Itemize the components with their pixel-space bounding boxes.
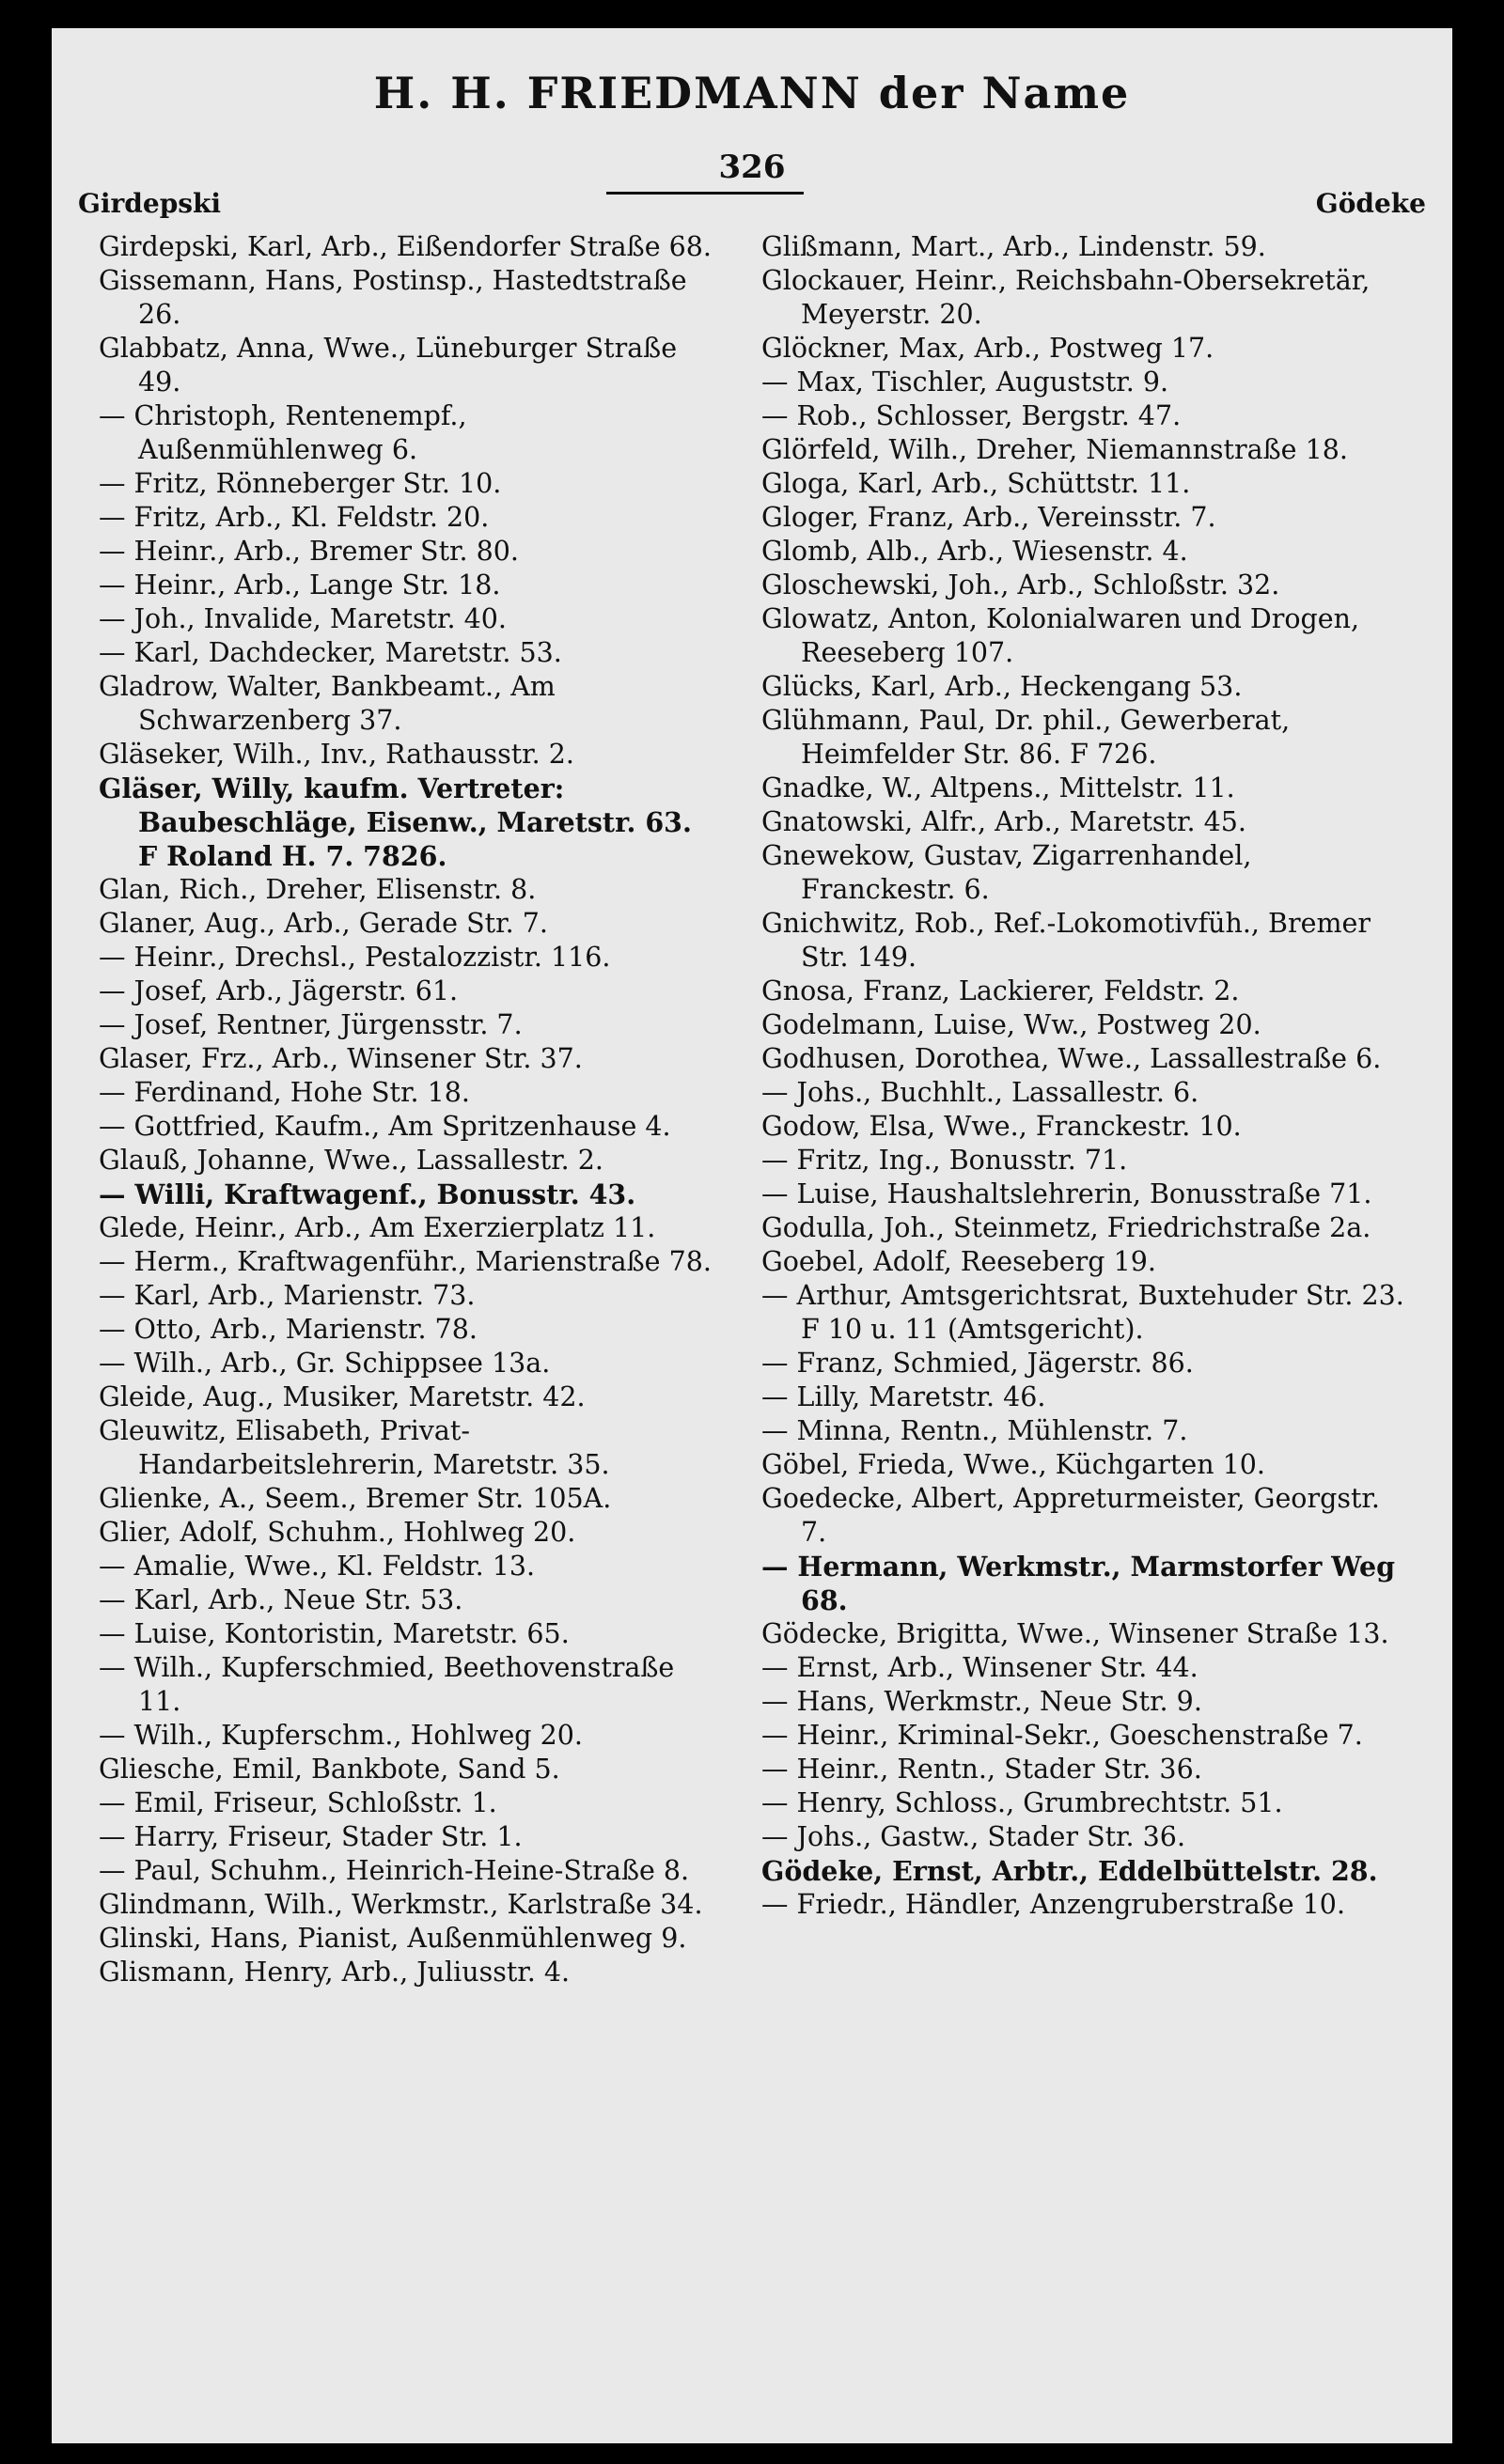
- directory-entry: — Heinr., Drechsl., Pestalozzistr. 116.: [99, 942, 611, 973]
- directory-entry: — Karl, Arb., Neue Str. 53.: [99, 1584, 463, 1615]
- directory-entry: — Fritz, Rönneberger Str. 10.: [99, 468, 502, 499]
- directory-entry: — Friedr., Händler, Anzengruberstraße 10.: [761, 1889, 1346, 1920]
- directory-page: [52, 28, 1452, 2443]
- directory-entry: — Ernst, Arb., Winsener Str. 44.: [761, 1652, 1198, 1683]
- directory-entry: Glomb, Alb., Arb., Wiesenstr. 4.: [761, 536, 1188, 567]
- directory-entry: Goedecke, Albert, Appreturmeister, Georgstr. 7.: [761, 1483, 1380, 1548]
- directory-entry: Godow, Elsa, Wwe., Franckestr. 10.: [761, 1111, 1242, 1142]
- directory-entry: — Joh., Invalide, Maretstr. 40.: [99, 603, 507, 634]
- directory-entry: Gleide, Aug., Musiker, Maretstr. 42.: [99, 1381, 586, 1412]
- left-column: [99, 230, 719, 1989]
- directory-entry: Gloga, Karl, Arb., Schüttstr. 11.: [761, 468, 1191, 499]
- directory-entry: — Wilh., Arb., Gr. Schippsee 13a.: [99, 1348, 551, 1379]
- directory-entry: — Harry, Friseur, Stader Str. 1.: [99, 1821, 523, 1852]
- directory-entry: — Karl, Dachdecker, Maretstr. 53.: [99, 637, 562, 668]
- directory-entry: — Emil, Friseur, Schloßstr. 1.: [99, 1787, 497, 1818]
- directory-entry: Gliesche, Emil, Bankbote, Sand 5.: [99, 1754, 560, 1785]
- advert-banner: H. H. FRIEDMANN der Name: [373, 68, 1131, 118]
- directory-entry: Glücks, Karl, Arb., Heckengang 53.: [761, 671, 1243, 702]
- directory-entry: — Luise, Kontoristin, Maretstr. 65.: [99, 1618, 570, 1649]
- directory-entry: — Ferdinand, Hohe Str. 18.: [99, 1077, 470, 1108]
- directory-entry: Glühmann, Paul, Dr. phil., Gewerberat, Heimfelder Str. 86. F 726.: [761, 705, 1291, 770]
- directory-entry: Glienke, A., Seem., Bremer Str. 105A.: [99, 1483, 612, 1514]
- page-number-rule: [606, 192, 804, 195]
- directory-entry: Godelmann, Luise, Ww., Postweg 20.: [761, 1009, 1261, 1040]
- directory-entry: Glaser, Frz., Arb., Winsener Str. 37.: [99, 1043, 583, 1074]
- directory-entry: Glißmann, Mart., Arb., Lindenstr. 59.: [761, 231, 1266, 262]
- directory-entry: — Max, Tischler, Auguststr. 9.: [761, 366, 1169, 398]
- directory-entry: — Amalie, Wwe., Kl. Feldstr. 13.: [99, 1551, 536, 1582]
- directory-entry: — Johs., Gastw., Stader Str. 36.: [761, 1821, 1186, 1852]
- directory-entry: Gloger, Franz, Arb., Vereinsstr. 7.: [761, 502, 1216, 533]
- directory-entry: — Hermann, Werkmstr., Marmstorfer Weg 68.: [761, 1551, 1396, 1616]
- directory-entry: — Hans, Werkmstr., Neue Str. 9.: [761, 1686, 1202, 1717]
- directory-entry: Glier, Adolf, Schuhm., Hohlweg 20.: [99, 1517, 576, 1548]
- directory-entry: — Karl, Arb., Marienstr. 73.: [99, 1280, 476, 1311]
- directory-entry: Glabbatz, Anna, Wwe., Lüneburger Straße 49.: [99, 333, 678, 398]
- directory-entry: — Otto, Arb., Marienstr. 78.: [99, 1314, 478, 1345]
- directory-entry: Gissemann, Hans, Postinsp., Hastedtstraße 26.: [99, 265, 687, 330]
- directory-entry: Godhusen, Dorothea, Wwe., Lassallestraße 6.: [761, 1043, 1382, 1074]
- directory-entry: Gödecke, Brigitta, Wwe., Winsener Straße 13.: [761, 1618, 1389, 1649]
- directory-entry: — Henry, Schloss., Grumbrechtstr. 51.: [761, 1787, 1283, 1818]
- directory-entry: Gnosa, Franz, Lackierer, Feldstr. 2.: [761, 975, 1240, 1006]
- directory-entry: Glindmann, Wilh., Werkmstr., Karlstraße 34.: [99, 1889, 703, 1920]
- directory-entry: — Lilly, Maretstr. 46.: [761, 1381, 1046, 1412]
- directory-entry: — Christoph, Rentenempf., Außenmühlenweg 6.: [99, 400, 467, 465]
- directory-entry: Glowatz, Anton, Kolonialwaren und Drogen, Reeseberg 107.: [761, 603, 1360, 668]
- running-head-left: Girdepski: [78, 188, 222, 219]
- directory-entry: Gloschewski, Joh., Arb., Schloßstr. 32.: [761, 569, 1280, 600]
- directory-entry: — Heinr., Kriminal-Sekr., Goeschenstraße 7.: [761, 1720, 1363, 1751]
- directory-entry: — Heinr., Arb., Bremer Str. 80.: [99, 536, 519, 567]
- directory-entry: — Fritz, Arb., Kl. Feldstr. 20.: [99, 502, 490, 533]
- directory-entry: — Wilh., Kupferschm., Hohlweg 20.: [99, 1720, 583, 1751]
- page-number: 326: [718, 148, 786, 186]
- right-column: [761, 230, 1410, 1922]
- directory-entry: Gläseker, Wilh., Inv., Rathausstr. 2.: [99, 739, 574, 770]
- directory-entry: Girdepski, Karl, Arb., Eißendorfer Straße 68.: [99, 231, 712, 262]
- directory-entry: Glan, Rich., Dreher, Elisenstr. 8.: [99, 874, 537, 905]
- directory-entry: — Franz, Schmied, Jägerstr. 86.: [761, 1348, 1194, 1379]
- directory-entry: — Josef, Rentner, Jürgensstr. 7.: [99, 1009, 523, 1040]
- directory-entry: — Josef, Arb., Jägerstr. 61.: [99, 975, 459, 1006]
- directory-entry: Gnadke, W., Altpens., Mittelstr. 11.: [761, 772, 1235, 803]
- directory-entry: — Minna, Rentn., Mühlenstr. 7.: [761, 1415, 1188, 1446]
- directory-entry: — Rob., Schlosser, Bergstr. 47.: [761, 400, 1182, 431]
- directory-entry: — Gottfried, Kaufm., Am Spritzenhause 4.: [99, 1111, 671, 1142]
- running-head-right: Gödeke: [1315, 188, 1426, 219]
- directory-entry: — Willi, Kraftwagenf., Bonusstr. 43.: [99, 1178, 636, 1210]
- directory-entry: — Paul, Schuhm., Heinrich-Heine-Straße 8.: [99, 1855, 690, 1886]
- directory-entry: Gnatowski, Alfr., Arb., Maretstr. 45.: [761, 806, 1246, 837]
- directory-entry: Gnewekow, Gustav, Zigarrenhandel, Franckestr. 6.: [761, 840, 1252, 905]
- directory-entry: — Arthur, Amtsgerichtsrat, Buxtehuder Str. 23. F 10 u. 11 (Amtsgericht).: [761, 1280, 1404, 1345]
- directory-entry: — Heinr., Arb., Lange Str. 18.: [99, 569, 501, 600]
- directory-entry: Gläser, Willy, kaufm. Vertreter: Baubeschläge, Eisenw., Maretstr. 63. F Roland H. 7. 7826.: [99, 772, 692, 872]
- directory-entry: Gladrow, Walter, Bankbeamt., Am Schwarzenberg 37.: [99, 671, 556, 736]
- directory-entry: Glede, Heinr., Arb., Am Exerzierplatz 11.: [99, 1212, 656, 1243]
- directory-entry: — Johs., Buchhlt., Lassallestr. 6.: [761, 1077, 1199, 1108]
- directory-entry: Glinski, Hans, Pianist, Außenmühlenweg 9.: [99, 1923, 687, 1954]
- directory-entry: Gnichwitz, Rob., Ref.-Lokomotivfüh., Bremer Str. 149.: [761, 908, 1371, 973]
- directory-entry: Glauß, Johanne, Wwe., Lassallestr. 2.: [99, 1145, 603, 1176]
- directory-entry: — Heinr., Rentn., Stader Str. 36.: [761, 1754, 1202, 1785]
- directory-entry: Glismann, Henry, Arb., Juliusstr. 4.: [99, 1957, 571, 1988]
- directory-entry: — Luise, Haushaltslehrerin, Bonusstraße 71.: [761, 1178, 1372, 1209]
- directory-entry: Gödeke, Ernst, Arbtr., Eddelbüttelstr. 28.: [761, 1855, 1378, 1887]
- directory-entry: Glörfeld, Wilh., Dreher, Niemannstraße 18.: [761, 434, 1348, 465]
- directory-entry: — Fritz, Ing., Bonusstr. 71.: [761, 1145, 1128, 1176]
- directory-entry: Godulla, Joh., Steinmetz, Friedrichstraße 2a.: [761, 1212, 1371, 1243]
- directory-entry: — Wilh., Kupferschmied, Beethovenstraße 11.: [99, 1652, 675, 1717]
- directory-entry: Göbel, Frieda, Wwe., Küchgarten 10.: [761, 1449, 1265, 1480]
- directory-entry: Glockauer, Heinr., Reichsbahn-Obersekretär, Meyerstr. 20.: [761, 265, 1371, 330]
- directory-entry: Glaner, Aug., Arb., Gerade Str. 7.: [99, 908, 548, 939]
- directory-entry: — Herm., Kraftwagenführ., Marienstraße 78.: [99, 1246, 712, 1277]
- directory-entry: Goebel, Adolf, Reeseberg 19.: [761, 1246, 1156, 1277]
- directory-entry: Gleuwitz, Elisabeth, Privat-Handarbeitslehrerin, Maretstr. 35.: [99, 1415, 610, 1480]
- directory-entry: Glöckner, Max, Arb., Postweg 17.: [761, 333, 1214, 364]
